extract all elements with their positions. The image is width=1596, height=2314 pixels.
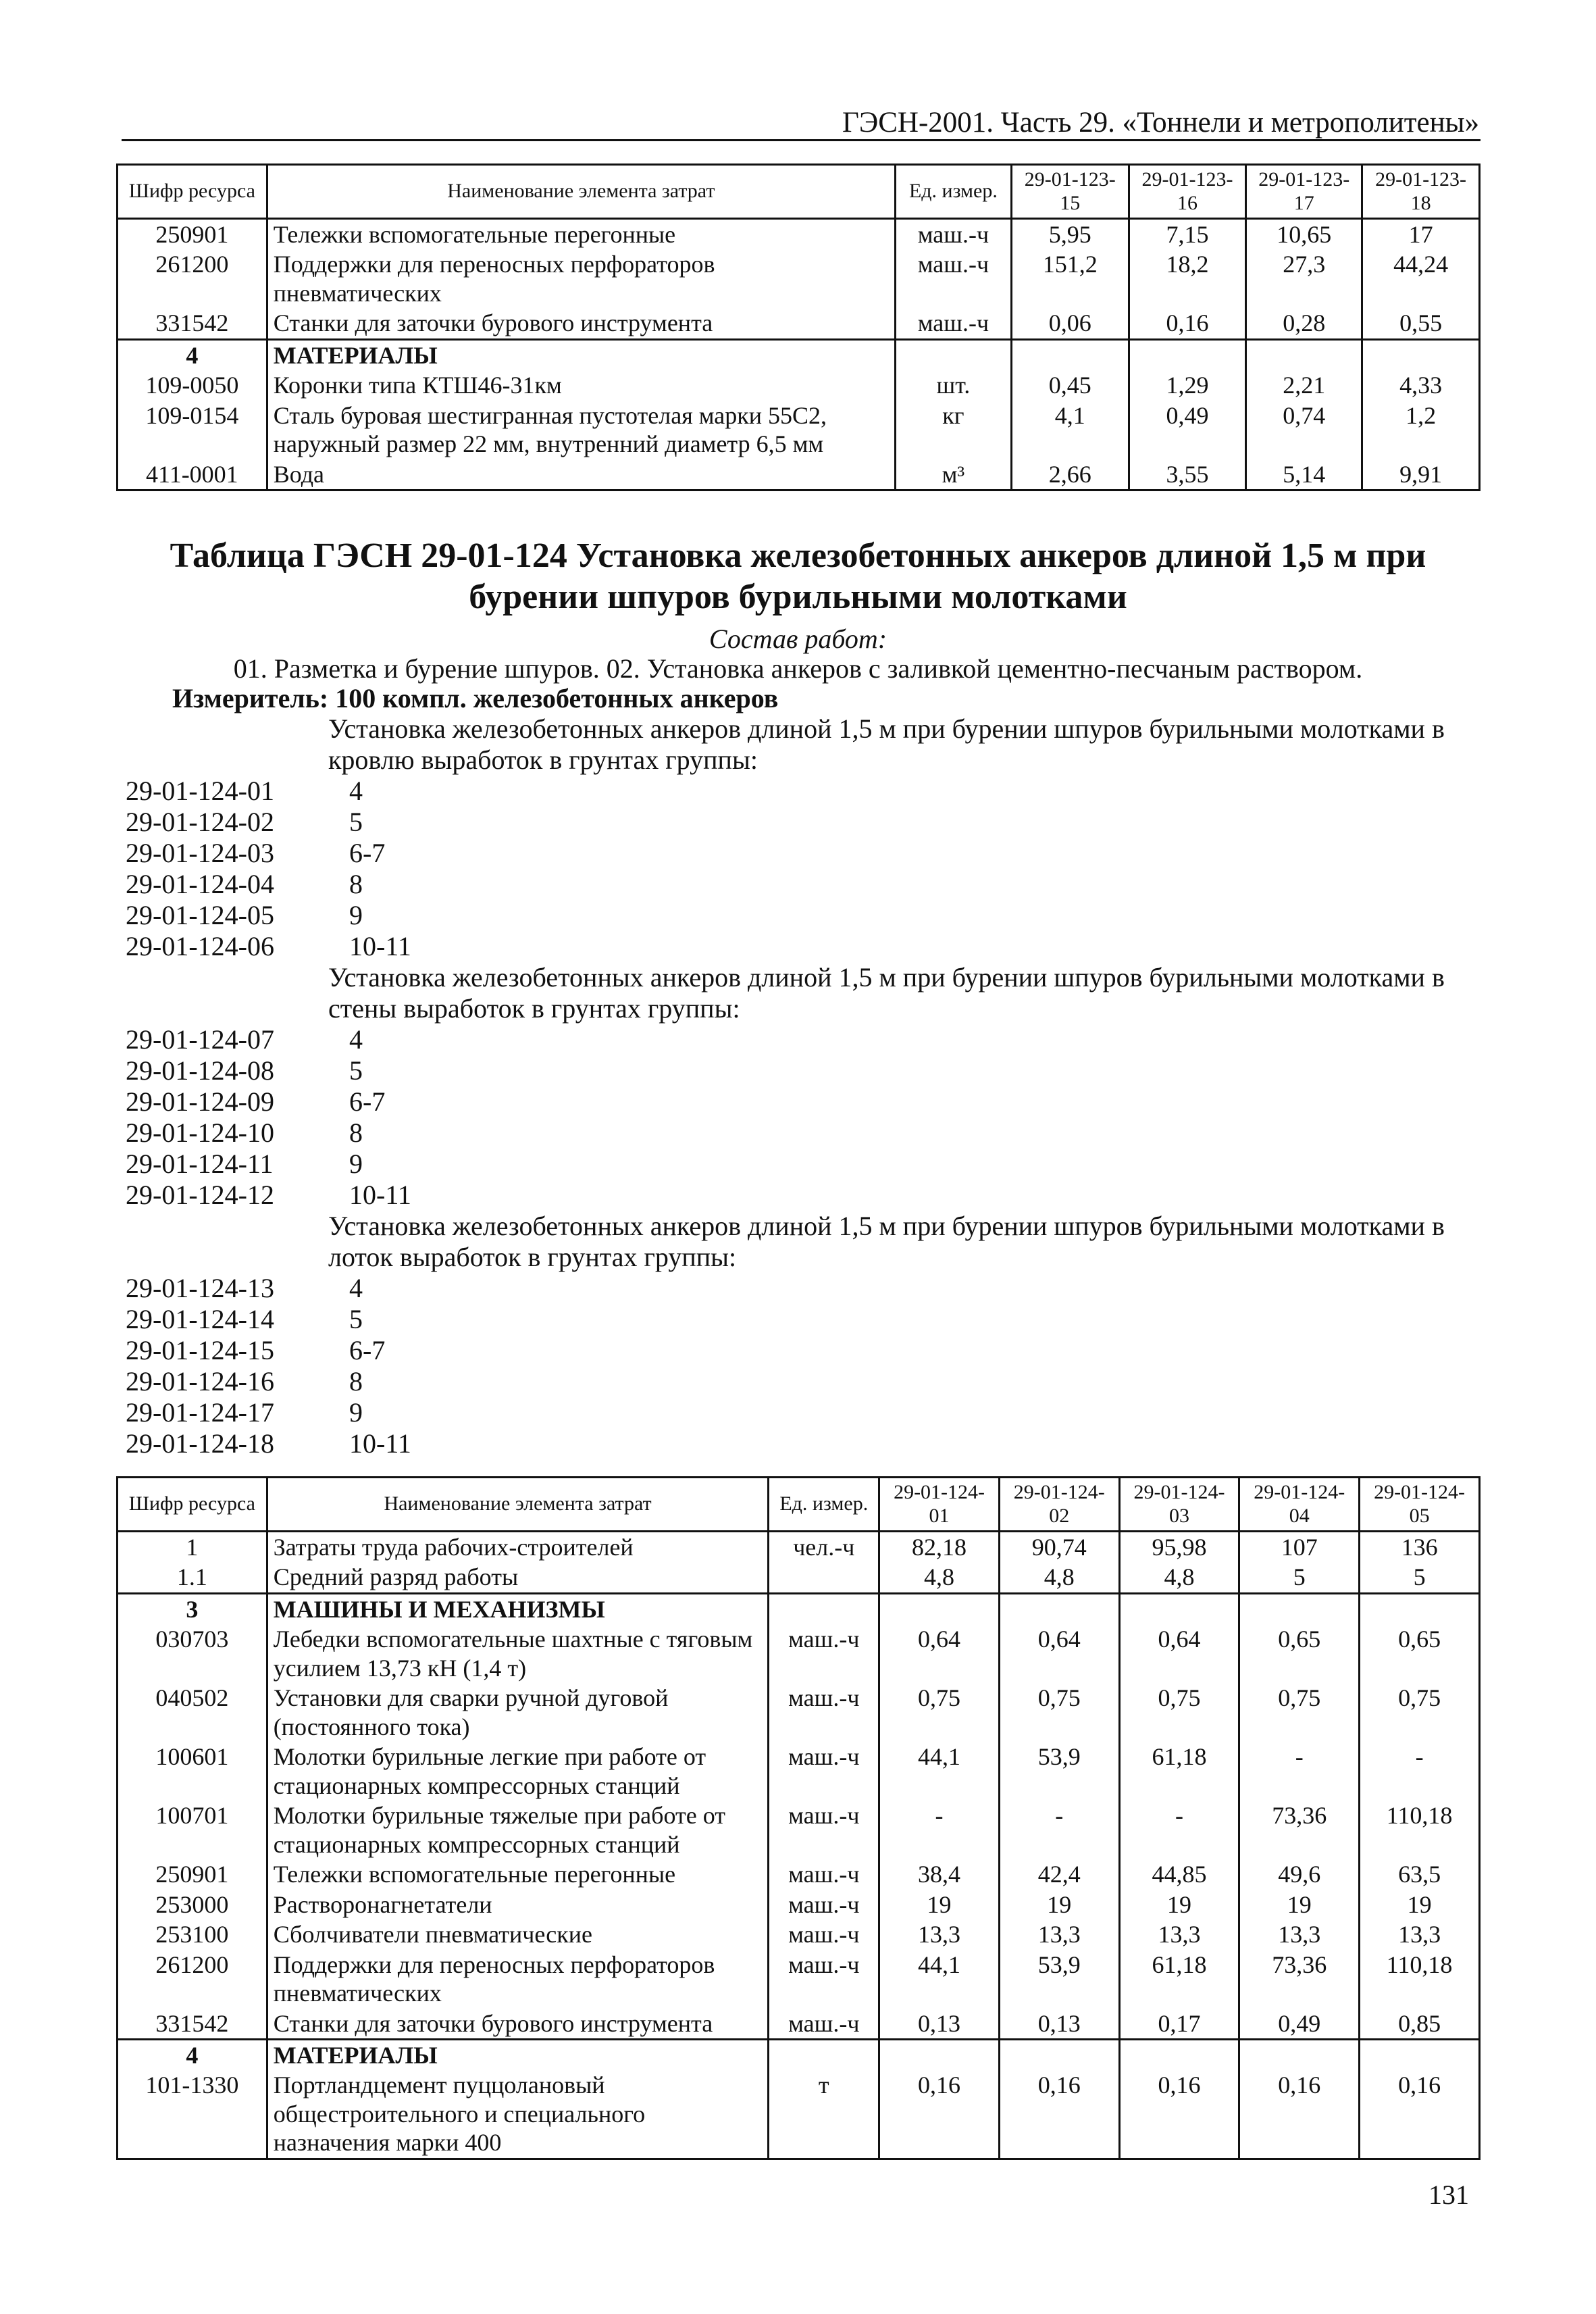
- resource-code: 411-0001: [118, 459, 267, 491]
- variant-code: 29-01-124-01: [126, 776, 274, 806]
- resource-name: Затраты труда рабочих-строителей: [267, 1532, 769, 1563]
- value-cell: 63,5: [1360, 1859, 1480, 1889]
- section-title: МАШИНЫ И МЕХАНИЗМЫ: [267, 1593, 769, 1624]
- variant-row: [126, 1180, 1483, 1211]
- resource-name: Тележки вспомогательные перегонные: [267, 219, 895, 250]
- resource-unit: [769, 2039, 879, 2070]
- value-cell: 0,75: [1239, 1683, 1360, 1742]
- value-cell: 5,14: [1246, 459, 1362, 491]
- value-cell: 13,3: [1239, 1919, 1360, 1949]
- header-code: Шифр ресурса: [118, 1478, 267, 1532]
- value-cell: 0,49: [1129, 401, 1246, 459]
- variant-row: [126, 1397, 1483, 1428]
- value-cell: [1119, 1593, 1239, 1624]
- table-row: [118, 2070, 1480, 2159]
- resource-code: 253000: [118, 1890, 267, 1919]
- soil-group: 4: [349, 1024, 363, 1055]
- variant-row: [126, 1273, 1483, 1304]
- value-cell: 13,3: [1360, 1919, 1480, 1949]
- variant-row: [126, 1335, 1483, 1366]
- soil-group: 4: [349, 1273, 363, 1303]
- value-cell: 0,16: [999, 2070, 1119, 2159]
- variant-row: [126, 900, 1483, 931]
- variant-row: [126, 1304, 1483, 1335]
- soil-group: 5: [349, 807, 363, 837]
- resource-code: 253100: [118, 1919, 267, 1949]
- table-row: [118, 249, 1480, 308]
- resource-name: Молотки бурильные легкие при работе от стационарных компрессорных станций: [267, 1742, 769, 1801]
- variant-code: 29-01-124-02: [126, 807, 274, 837]
- table-row: [118, 459, 1480, 491]
- value-cell: 4,33: [1362, 370, 1480, 400]
- resource-table-123: [116, 164, 1481, 491]
- header-name: Наименование элемента затрат: [267, 165, 895, 219]
- value-cell: 9,91: [1362, 459, 1480, 491]
- variant-code: 29-01-124-18: [126, 1428, 274, 1459]
- table-row: [118, 308, 1480, 339]
- resource-unit: маш.-ч: [769, 2009, 879, 2040]
- value-cell: [1360, 2039, 1480, 2070]
- resource-name: Сталь буровая шестигранная пустотелая марки 55С2, наружный размер 22 мм, внутренний диаметр 6,5 мм: [267, 401, 895, 459]
- value-cell: 38,4: [879, 1859, 1000, 1889]
- variant-code: 29-01-124-06: [126, 931, 274, 961]
- resource-name: Поддержки для переносных перфораторов пневматических: [267, 1950, 769, 2009]
- value-cell: 0,75: [879, 1683, 1000, 1742]
- resource-name: Вода: [267, 459, 895, 491]
- variant-code: 29-01-124-07: [126, 1024, 274, 1055]
- value-cell: 0,13: [879, 2009, 1000, 2040]
- value-cell: -: [1360, 1742, 1480, 1801]
- soil-group: 6-7: [349, 1086, 386, 1117]
- table-row: [118, 1532, 1480, 1563]
- section-title: МАТЕРИАЛЫ: [267, 2039, 769, 2070]
- table-row: [118, 1801, 1480, 1859]
- soil-group: 8: [349, 1117, 363, 1148]
- value-cell: 0,74: [1246, 401, 1362, 459]
- value-cell: 61,18: [1119, 1950, 1239, 2009]
- variant-code: 29-01-124-17: [126, 1397, 274, 1428]
- value-cell: 0,13: [999, 2009, 1119, 2040]
- resource-name: Установки для сварки ручной дуговой (постоянного тока): [267, 1683, 769, 1742]
- value-cell: 1,29: [1129, 370, 1246, 400]
- soil-group: 5: [349, 1304, 363, 1334]
- value-cell: 4,8: [879, 1562, 1000, 1593]
- value-cell: 0,55: [1362, 308, 1480, 339]
- section-code: 4: [118, 339, 267, 370]
- resource-code: 261200: [118, 249, 267, 308]
- variant-row: [126, 838, 1483, 869]
- value-cell: 0,16: [1239, 2070, 1360, 2159]
- variant-row: [126, 1024, 1483, 1055]
- composition-text: 01. Разметка и бурение шпуров. 02. Установка анкеров с заливкой цементно-песчаным раствором.: [233, 653, 1363, 684]
- value-cell: 0,49: [1239, 2009, 1360, 2040]
- header-name: Наименование элемента затрат: [267, 1478, 769, 1532]
- resource-unit: маш.-ч: [896, 219, 1012, 250]
- value-cell: 0,75: [1360, 1683, 1480, 1742]
- value-cell: [879, 2039, 1000, 2070]
- resource-name: Поддержки для переносных перфораторов пневматических: [267, 249, 895, 308]
- value-cell: 7,15: [1129, 219, 1246, 250]
- section-row: [118, 339, 1480, 370]
- variant-code: 29-01-124-11: [126, 1149, 274, 1179]
- value-cell: 49,6: [1239, 1859, 1360, 1889]
- value-cell: 44,1: [879, 1950, 1000, 2009]
- value-cell: 42,4: [999, 1859, 1119, 1889]
- variant-list: [126, 713, 1483, 1459]
- value-cell: 0,17: [1119, 2009, 1239, 2040]
- value-cell: 27,3: [1246, 249, 1362, 308]
- resource-name: Станки для заточки бурового инструмента: [267, 2009, 769, 2040]
- value-cell: 5: [1360, 1562, 1480, 1593]
- header-unit: Ед. измер.: [769, 1478, 879, 1532]
- resource-unit: маш.-ч: [896, 308, 1012, 339]
- soil-group: 10-11: [349, 931, 411, 961]
- variant-row: [126, 931, 1483, 962]
- value-cell: 0,16: [1360, 2070, 1480, 2159]
- resource-unit: [769, 1562, 879, 1593]
- soil-group: 8: [349, 869, 363, 899]
- resource-name: Сболчиватели пневматические: [267, 1919, 769, 1949]
- page-number: 131: [1428, 2180, 1469, 2210]
- variant-code: 29-01-124-14: [126, 1304, 274, 1334]
- value-cell: 19: [1119, 1890, 1239, 1919]
- resource-name: Станки для заточки бурового инструмента: [267, 308, 895, 339]
- resource-unit: маш.-ч: [769, 1742, 879, 1801]
- value-cell: 95,98: [1119, 1532, 1239, 1563]
- resource-code: 109-0050: [118, 370, 267, 400]
- section-title: МАТЕРИАЛЫ: [267, 339, 895, 370]
- soil-group: 6-7: [349, 838, 386, 868]
- value-cell: 0,75: [999, 1683, 1119, 1742]
- variant-code: 29-01-124-16: [126, 1366, 274, 1397]
- resource-unit: маш.-ч: [769, 1624, 879, 1683]
- soil-group: 6-7: [349, 1335, 386, 1365]
- value-cell: 19: [999, 1890, 1119, 1919]
- resource-name: Молотки бурильные тяжелые при работе от стационарных компрессорных станций: [267, 1801, 769, 1859]
- value-cell: [879, 1593, 1000, 1624]
- resource-name: Тележки вспомогательные перегонные: [267, 1859, 769, 1889]
- value-cell: 90,74: [999, 1532, 1119, 1563]
- variant-code: 29-01-124-04: [126, 869, 274, 899]
- value-cell: 2,21: [1246, 370, 1362, 400]
- resource-unit: чел.-ч: [769, 1532, 879, 1563]
- header-col: 29-01-124-02: [999, 1478, 1119, 1532]
- table-row: [118, 1950, 1480, 2009]
- value-cell: 0,75: [1119, 1683, 1239, 1742]
- resource-name: Лебедки вспомогательные шахтные с тяговым усилием 13,73 кН (1,4 т): [267, 1624, 769, 1683]
- table-header-row: [118, 1478, 1480, 1532]
- resource-unit: маш.-ч: [769, 1801, 879, 1859]
- resource-name: Растворонагнетатели: [267, 1890, 769, 1919]
- table-row: [118, 370, 1480, 400]
- table-row: [118, 1624, 1480, 1683]
- value-cell: 73,36: [1239, 1950, 1360, 2009]
- value-cell: 4,8: [1119, 1562, 1239, 1593]
- table-title: Таблица ГЭСН 29-01-124 Установка железобетонных анкеров длиной 1,5 м при бурении шпуров бурильными молотками: [170, 536, 1426, 617]
- value-cell: 0,65: [1360, 1624, 1480, 1683]
- value-cell: 0,45: [1011, 370, 1129, 400]
- resource-unit: маш.-ч: [769, 1683, 879, 1742]
- soil-group: 8: [349, 1366, 363, 1397]
- value-cell: 44,24: [1362, 249, 1480, 308]
- value-cell: 53,9: [999, 1742, 1119, 1801]
- value-cell: 44,1: [879, 1742, 1000, 1801]
- value-cell: [999, 2039, 1119, 2070]
- header-code: Шифр ресурса: [118, 165, 267, 219]
- resource-table-124: [116, 1476, 1481, 2160]
- header-col: 29-01-124-04: [1239, 1478, 1360, 1532]
- value-cell: 151,2: [1011, 249, 1129, 308]
- page-header: ГЭСН-2001. Часть 29. «Тоннели и метрополитены»: [842, 107, 1479, 139]
- header-col: 29-01-123-16: [1129, 165, 1246, 219]
- resource-unit: маш.-ч: [769, 1919, 879, 1949]
- value-cell: [1119, 2039, 1239, 2070]
- value-cell: 110,18: [1360, 1950, 1480, 2009]
- resource-unit: маш.-ч: [896, 249, 1012, 308]
- variant-row: [126, 1055, 1483, 1086]
- value-cell: 0,16: [1129, 308, 1246, 339]
- soil-group: 9: [349, 1149, 363, 1179]
- resource-unit: т: [769, 2070, 879, 2159]
- resource-code: 250901: [118, 219, 267, 250]
- variant-code: 29-01-124-15: [126, 1335, 274, 1365]
- variant-row: [126, 1117, 1483, 1149]
- header-col: 29-01-123-15: [1011, 165, 1129, 219]
- variant-row: [126, 869, 1483, 900]
- value-cell: 3,55: [1129, 459, 1246, 491]
- resource-code: 030703: [118, 1624, 267, 1683]
- header-rule: [122, 139, 1481, 141]
- resource-unit: [769, 1593, 879, 1624]
- variant-code: 29-01-124-10: [126, 1117, 274, 1148]
- value-cell: -: [1239, 1742, 1360, 1801]
- value-cell: 19: [879, 1890, 1000, 1919]
- value-cell: -: [1119, 1801, 1239, 1859]
- value-cell: 1,2: [1362, 401, 1480, 459]
- table-row: [118, 1683, 1480, 1742]
- table-row: [118, 2009, 1480, 2040]
- resource-code: 250901: [118, 1859, 267, 1889]
- group-description: Установка железобетонных анкеров длиной 1,5 м при бурении шпуров бурильными молотками в кровлю выработок в грунтах группы:: [328, 713, 1445, 775]
- resource-code: 261200: [118, 1950, 267, 2009]
- value-cell: 5,95: [1011, 219, 1129, 250]
- variant-row: [126, 776, 1483, 807]
- soil-group: 10-11: [349, 1428, 411, 1459]
- header-col: 29-01-123-17: [1246, 165, 1362, 219]
- value-cell: 13,3: [879, 1919, 1000, 1949]
- value-cell: 0,16: [1119, 2070, 1239, 2159]
- soil-group: 4: [349, 776, 363, 806]
- table-row: [118, 1919, 1480, 1949]
- variant-row: [126, 1366, 1483, 1397]
- section-row: [118, 2039, 1480, 2070]
- value-cell: 4,1: [1011, 401, 1129, 459]
- variant-code: 29-01-124-13: [126, 1273, 274, 1303]
- soil-group: 10-11: [349, 1180, 411, 1210]
- value-cell: [1239, 2039, 1360, 2070]
- table-row: [118, 219, 1480, 250]
- value-cell: 0,65: [1239, 1624, 1360, 1683]
- table-row: [118, 1742, 1480, 1801]
- table-header-row: [118, 165, 1480, 219]
- variant-code: 29-01-124-08: [126, 1055, 274, 1086]
- variant-code: 29-01-124-09: [126, 1086, 274, 1117]
- table-row: [118, 1859, 1480, 1889]
- header-col: 29-01-124-03: [1119, 1478, 1239, 1532]
- value-cell: 10,65: [1246, 219, 1362, 250]
- resource-code: 100601: [118, 1742, 267, 1801]
- value-cell: [999, 1593, 1119, 1624]
- resource-code: 101-1330: [118, 2070, 267, 2159]
- value-cell: -: [879, 1801, 1000, 1859]
- value-cell: 61,18: [1119, 1742, 1239, 1801]
- value-cell: 73,36: [1239, 1801, 1360, 1859]
- value-cell: 0,64: [879, 1624, 1000, 1683]
- value-cell: 0,64: [999, 1624, 1119, 1683]
- header-col: 29-01-124-01: [879, 1478, 1000, 1532]
- variant-code: 29-01-124-03: [126, 838, 274, 868]
- composition-label: Состав работ:: [709, 624, 887, 654]
- section-code: 3: [118, 1593, 267, 1624]
- header-unit: Ед. измер.: [896, 165, 1012, 219]
- value-cell: 13,3: [1119, 1919, 1239, 1949]
- resource-unit: маш.-ч: [769, 1890, 879, 1919]
- table-row: [118, 1562, 1480, 1593]
- value-cell: 0,06: [1011, 308, 1129, 339]
- value-cell: 2,66: [1011, 459, 1129, 491]
- soil-group: 9: [349, 900, 363, 930]
- value-cell: [1360, 1593, 1480, 1624]
- resource-code: 040502: [118, 1683, 267, 1742]
- resource-name: Портландцемент пуццолановый общестроительного и специального назначения марки 400: [267, 2070, 769, 2159]
- value-cell: 13,3: [999, 1919, 1119, 1949]
- resource-code: 331542: [118, 308, 267, 339]
- variant-row: [126, 1086, 1483, 1117]
- resource-unit: маш.-ч: [769, 1950, 879, 2009]
- variant-row: [126, 807, 1483, 838]
- variant-row: [126, 1428, 1483, 1459]
- table-row: [118, 1890, 1480, 1919]
- section-row: [118, 1593, 1480, 1624]
- group-description: Установка железобетонных анкеров длиной 1,5 м при бурении шпуров бурильными молотками в стены выработок в грунтах группы:: [328, 962, 1445, 1024]
- resource-name: Коронки типа КТШ46-31км: [267, 370, 895, 400]
- value-cell: 0,16: [879, 2070, 1000, 2159]
- value-cell: 18,2: [1129, 249, 1246, 308]
- value-cell: 53,9: [999, 1950, 1119, 2009]
- soil-group: 5: [349, 1055, 363, 1086]
- value-cell: 5: [1239, 1562, 1360, 1593]
- resource-unit: кг: [896, 401, 1012, 459]
- resource-code: 109-0154: [118, 401, 267, 459]
- value-cell: 19: [1360, 1890, 1480, 1919]
- resource-code: 1.1: [118, 1562, 267, 1593]
- soil-group: 9: [349, 1397, 363, 1428]
- variant-code: 29-01-124-05: [126, 900, 274, 930]
- resource-code: 1: [118, 1532, 267, 1563]
- group-description: Установка железобетонных анкеров длиной 1,5 м при бурении шпуров бурильными молотками в лоток выработок в грунтах группы:: [328, 1211, 1445, 1272]
- resource-code: 100701: [118, 1801, 267, 1859]
- value-cell: 82,18: [879, 1532, 1000, 1563]
- section-code: 4: [118, 2039, 267, 2070]
- value-cell: 0,28: [1246, 308, 1362, 339]
- resource-unit: м³: [896, 459, 1012, 491]
- value-cell: 19: [1239, 1890, 1360, 1919]
- value-cell: -: [999, 1801, 1119, 1859]
- resource-name: Средний разряд работы: [267, 1562, 769, 1593]
- value-cell: 0,85: [1360, 2009, 1480, 2040]
- value-cell: 44,85: [1119, 1859, 1239, 1889]
- value-cell: 136: [1360, 1532, 1480, 1563]
- resource-unit: маш.-ч: [769, 1859, 879, 1889]
- value-cell: 4,8: [999, 1562, 1119, 1593]
- table-row: [118, 401, 1480, 459]
- resource-unit: шт.: [896, 370, 1012, 400]
- header-col: 29-01-123-18: [1362, 165, 1480, 219]
- value-cell: 0,64: [1119, 1624, 1239, 1683]
- variant-code: 29-01-124-12: [126, 1180, 274, 1210]
- value-cell: 17: [1362, 219, 1480, 250]
- variant-row: [126, 1149, 1483, 1180]
- header-col: 29-01-124-05: [1360, 1478, 1480, 1532]
- meter-line: Измеритель: 100 компл. железобетонных анкеров: [172, 683, 779, 713]
- resource-code: 331542: [118, 2009, 267, 2040]
- value-cell: 110,18: [1360, 1801, 1480, 1859]
- value-cell: [1239, 1593, 1360, 1624]
- value-cell: 107: [1239, 1532, 1360, 1563]
